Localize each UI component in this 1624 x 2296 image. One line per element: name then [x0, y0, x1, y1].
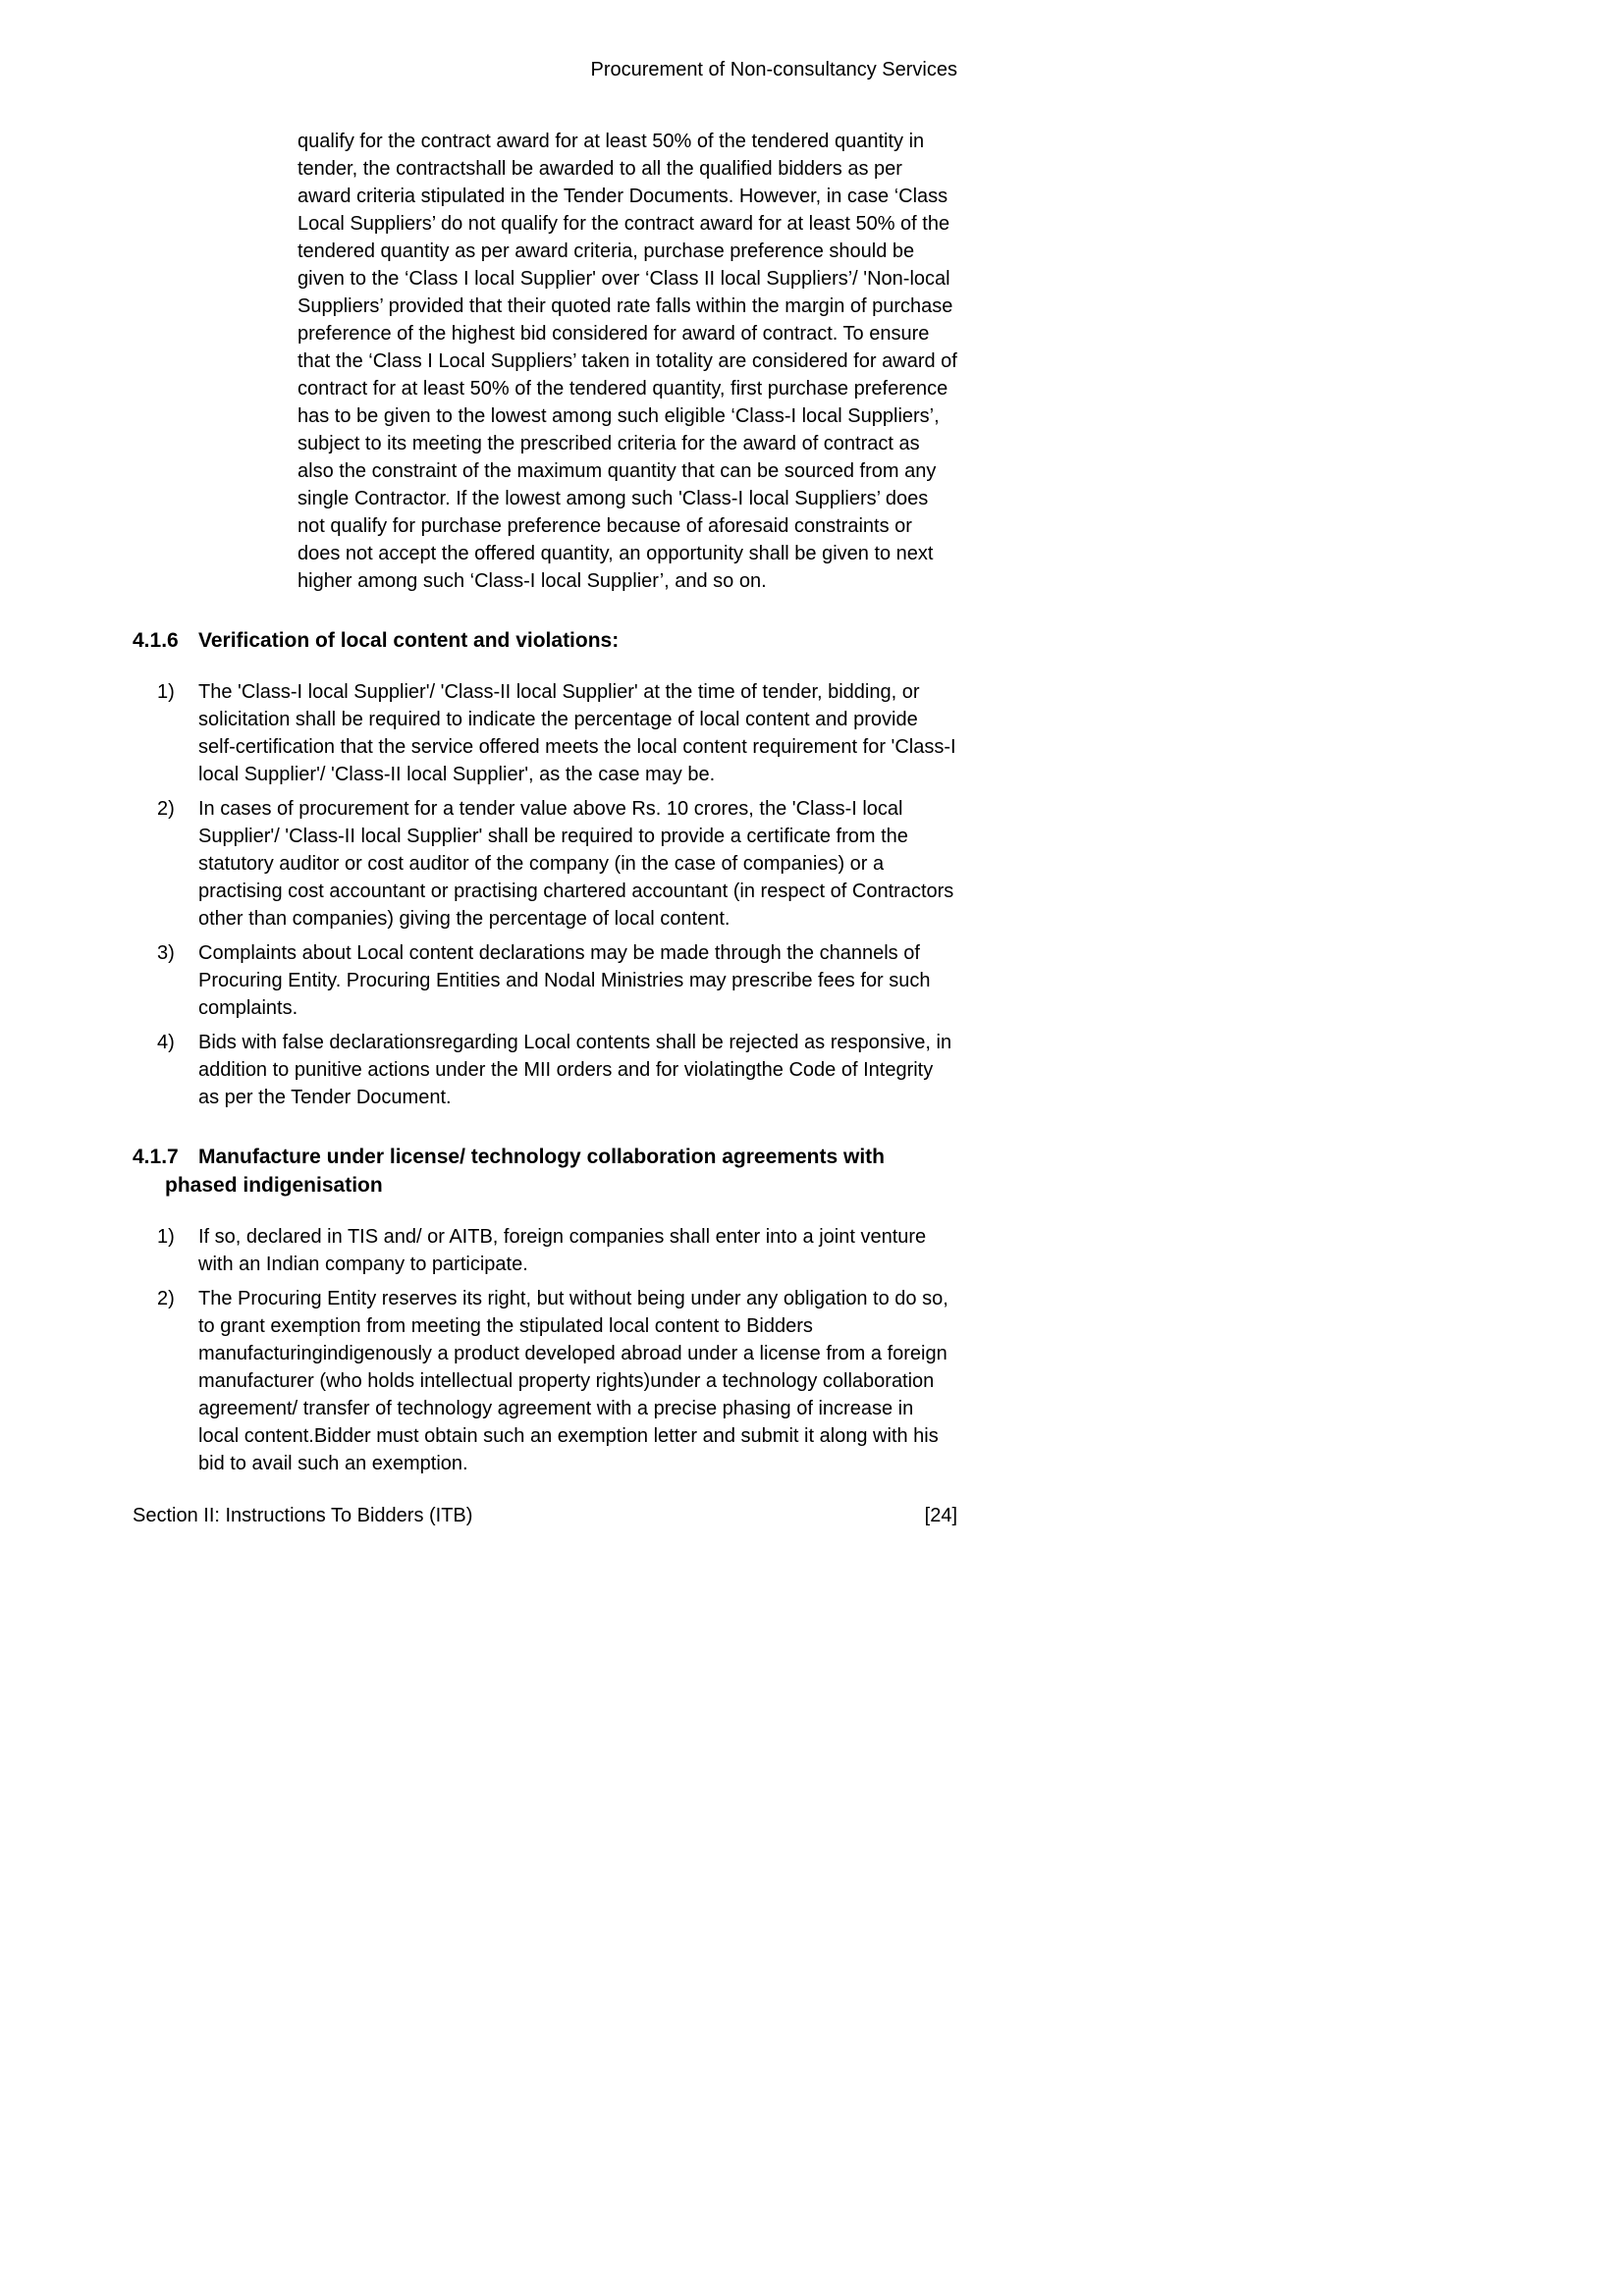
running-header-title: Procurement of Non-consultancy Services — [590, 59, 957, 80]
footer-page-number: [24] — [924, 1505, 957, 1526]
list-item — [157, 939, 957, 1022]
list-item-number: 4) — [157, 1032, 175, 1053]
list-item-number: 1) — [157, 1226, 175, 1248]
list-item-number: 1) — [157, 681, 175, 703]
list-item — [157, 1029, 957, 1111]
list-item-text: The Procuring Entity reserves its right, but without being under any obligation to do so, to grant exemption from meeting the stipulated local content to Bidders manufacturingindigenously a product developed abroad under a license from a foreign manufacturer (who holds intellectual property rights)under a technology collaboration agreement/ transfer of technology agreement with a precise phasing of increase in local content.Bidder must obtain such an exemption letter and submit it along with his bid to avail such an exemption. — [198, 1288, 948, 1474]
section-4-1-7-list — [133, 1223, 957, 1477]
section-title: Manufacture under license/ technology collaboration agreements with phased indigenisation — [165, 1146, 885, 1197]
page-content — [133, 57, 957, 1528]
list-item-number: 3) — [157, 942, 175, 964]
footer-section-label: Section II: Instructions To Bidders (ITB) — [133, 1505, 473, 1526]
list-item — [157, 1285, 957, 1477]
list-item — [157, 678, 957, 788]
list-item-text: If so, declared in TIS and/ or AITB, foreign companies shall enter into a joint venture with an Indian company to participate. — [198, 1226, 927, 1275]
page-header — [133, 57, 957, 82]
page-footer — [133, 1503, 957, 1528]
section-heading-4-1-7 — [133, 1143, 950, 1200]
list-item-text: Complaints about Local content declarations may be made through the channels of Procuring Entity. Procuring Entities and Nodal Ministries may prescribe fees for such complaints. — [198, 942, 931, 1019]
section-number: 4.1.6 — [133, 629, 179, 652]
intro-paragraph: qualify for the contract award for at least 50% of the tendered quantity in tender, the contractshall be awarded to all the qualified bidders as per award criteria stipulated in the Tender Documents. However, in case ‘Class Local Suppliers’ do not qualify for the contract award for at least 50% of the tendered quantity as per award criteria, purchase preference should be given to the ‘Class I local Supplier' over ‘Class II local Suppliers’/ 'Non-local Suppliers’ provided that their quoted rate falls within the margin of purchase preference of the highest bid considered for award of contract. To ensure that the ‘Class I Local Suppliers’ taken in totality are considered for award of contract for at least 50% of the tendered quantity, first purchase preference has to be given to the lowest among such eligible ‘Class-I local Suppliers’, subject to its meeting the prescribed criteria for the award of contract as also the constraint of the maximum quantity that can be sourced from any single Contractor. If the lowest among such 'Class-I local Suppliers’ does not qualify for purchase preference because of aforesaid constraints or does not accept the offered quantity, an opportunity shall be given to next higher among such ‘Class-I local Supplier’, and so on. — [298, 131, 957, 592]
section-4-1-6-list — [133, 678, 957, 1111]
list-item-number: 2) — [157, 1288, 175, 1309]
list-item-text: In cases of procurement for a tender value above Rs. 10 crores, the 'Class-I local Supplier'/ 'Class-II local Supplier' shall be required to provide a certificate from the statutory auditor or cost auditor of the company (in the case of companies) or a practising cost accountant or practising chartered accountant (in respect of Contractors other than companies) giving the percentage of local content. — [198, 798, 954, 930]
section-heading-4-1-6 — [133, 626, 950, 655]
section-number: 4.1.7 — [133, 1146, 179, 1168]
list-item-number: 2) — [157, 798, 175, 820]
section-title: Verification of local content and violations: — [198, 629, 620, 652]
list-item-text: Bids with false declarationsregarding Local contents shall be rejected as responsive, in addition to punitive actions under the MII orders and for violatingthe Code of Integrity as per the Tender Document. — [198, 1032, 952, 1108]
list-item-text: The 'Class-I local Supplier'/ 'Class-II local Supplier' at the time of tender, bidding, or solicitation shall be required to indicate the percentage of local content and provide self-certification that the service offered meets the local content requirement for 'Class-I local Supplier'/ 'Class-II local Supplier', as the case may be. — [198, 681, 956, 785]
list-item — [157, 795, 957, 933]
list-item — [157, 1223, 957, 1278]
